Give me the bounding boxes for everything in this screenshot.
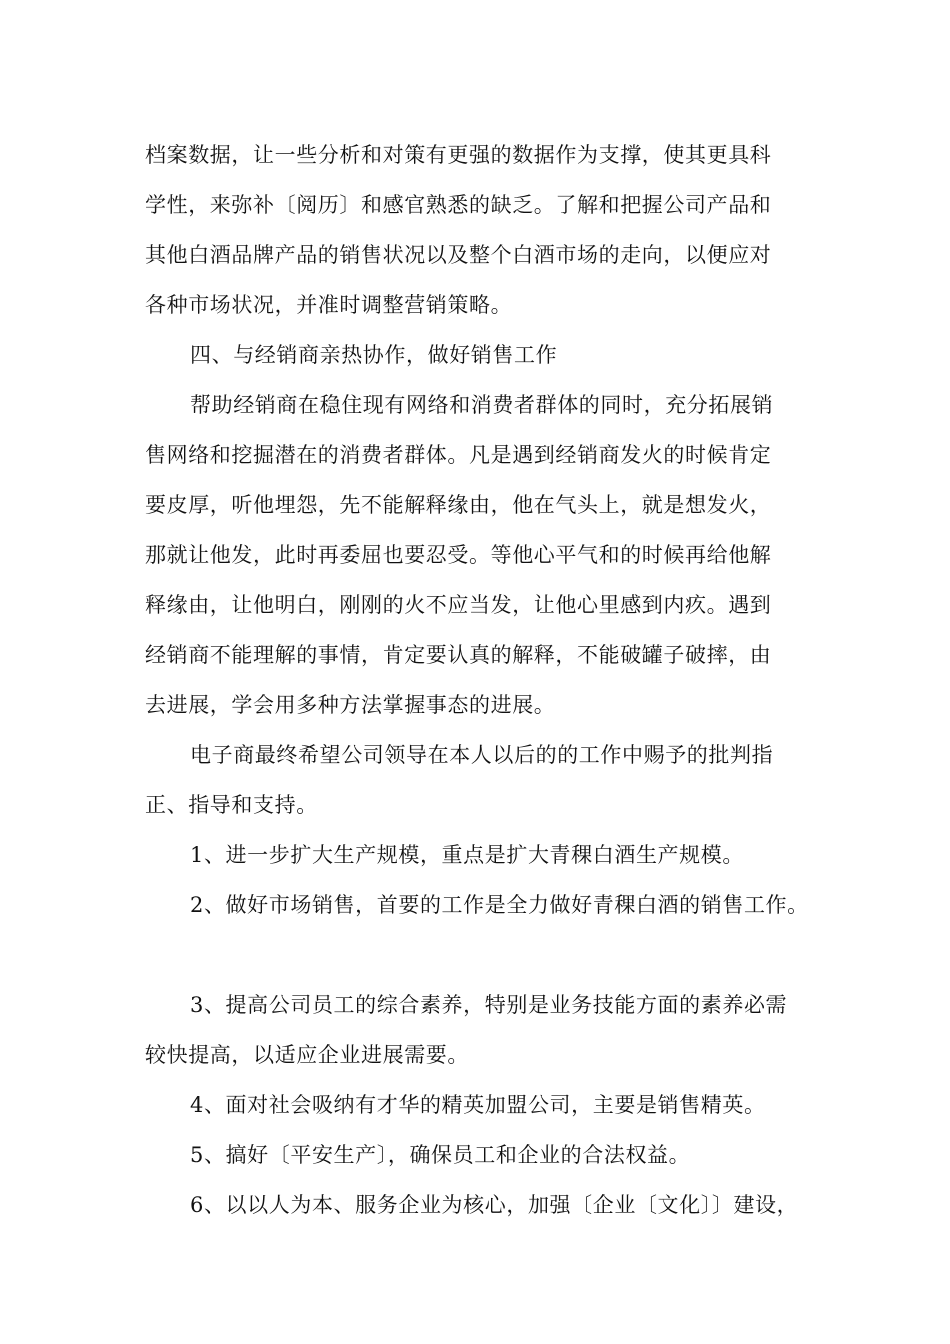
text-line-14: 正、指导和支持。 [145, 793, 318, 817]
text-line-11: 经销商不能理解的事情，肯定要认真的解释，不能破罐子破摔，由 [145, 643, 772, 667]
list-item-2: 2、做好市场销售，首要的工作是全力做好青稞白酒的销售工作。 [190, 893, 809, 917]
list-item-6: 6、以以人为本、服务企业为核心，加强〔企业〔文化〕〕建设， [190, 1193, 799, 1217]
text-line-7: 售网络和挖掘潜在的消费者群体。凡是遇到经销商发火的时候肯定 [145, 443, 772, 467]
text-line-4: 各种市场状况，并准时调整营销策略。 [145, 293, 513, 317]
text-line-6: 帮助经销商在稳住现有网络和消费者群体的同时，充分拓展销 [190, 393, 774, 417]
list-item-5: 5、搞好〔平安生产〕，确保员工和企业的合法权益。 [190, 1143, 691, 1167]
text-line-2: 学性，来弥补〔阅历〕和感官熟悉的缺乏。了解和把握公司产品和 [145, 193, 772, 217]
text-line-10: 释缘由，让他明白，刚刚的火不应当发，让他心里感到内疚。遇到 [145, 593, 772, 617]
list-item-4: 4、面对社会吸纳有才华的精英加盟公司，主要是销售精英。 [190, 1093, 766, 1117]
text-line-12: 去进展，学会用多种方法掌握事态的进展。 [145, 693, 556, 717]
text-line-3: 其他白酒品牌产品的销售状况以及整个白酒市场的走向，以便应对 [145, 243, 772, 267]
list-item-1: 1、进一步扩大生产规模，重点是扩大青稞白酒生产规模。 [190, 843, 744, 867]
text-line-1: 档案数据，让一些分析和对策有更强的数据作为支撑，使其更具科 [145, 143, 772, 167]
section-heading: 四、与经销商亲热协作，做好销售工作 [190, 343, 558, 367]
text-line-13: 电子商最终希望公司领导在本人以后的的工作中赐予的批判指 [190, 743, 774, 767]
list-item-3-continued: 较快提高，以适应企业进展需要。 [145, 1043, 469, 1067]
list-item-3: 3、提高公司员工的综合素养，特别是业务技能方面的素养必需 [190, 993, 788, 1017]
text-line-8: 要皮厚，听他埋怨，先不能解释缘由，他在气头上，就是想发火， [145, 493, 772, 517]
text-line-9: 那就让他发，此时再委屈也要忍受。等他心平气和的时候再给他解 [145, 543, 772, 567]
